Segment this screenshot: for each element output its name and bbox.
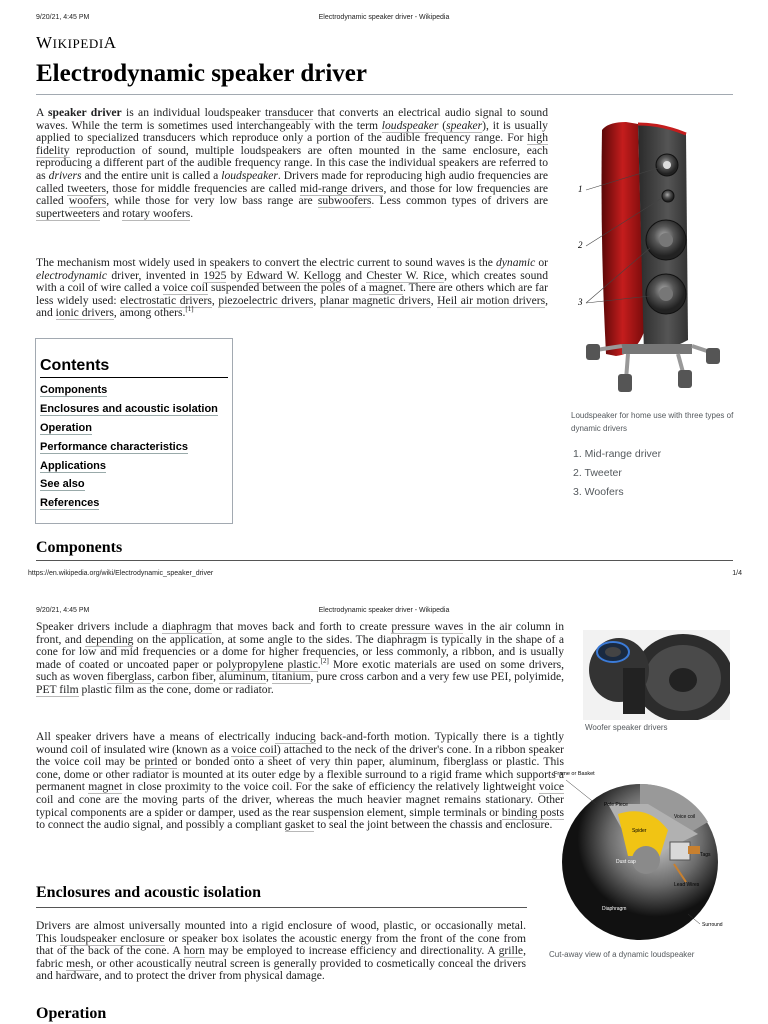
text-run: on the application, at some angle to the sides. The diaphragm is typically in the shape of a cone for low and mid frequencies or a dome for higher frequencies, or less commonly, a ribbon, and is usually made of coated or uncoated paper or [36,632,564,671]
toc-title: Contents [40,357,110,374]
article-link[interactable]: electrostatic drivers [120,293,212,307]
article-link[interactable]: transducer [264,106,314,119]
text-run: suspended between the poles of a [208,281,369,295]
text-run: loudspeaker [221,168,278,182]
print-date: 9/20/21, 4:45 PM [36,607,90,614]
list-item: 1. Mid-range driver [573,448,662,460]
list-item: 2. Tweeter [573,467,622,479]
marker-3: 3 [578,297,583,307]
text-run: , [211,293,219,307]
text-run: , those for middle frequencies are called [105,181,300,195]
enclosures-paragraph [36,920,526,983]
toc-item[interactable]: Applications [40,459,107,472]
text-run: reproduction of sound, multiple loudspeakers are often mounted in the same enclosure, each reproducing a different part of the audible frequency range. In this case the individual speakers are referred to as [36,143,548,182]
print-page-number: 1/4 [732,570,742,577]
marker-1: 1 [578,184,583,194]
article-link[interactable]: gasket [284,818,315,832]
text-run: and the entire unit is called a [81,168,222,182]
speaker-caption: Loudspeaker for home use with three types of dynamic drivers [571,411,734,433]
article-link[interactable]: woofers [68,194,107,208]
text-run: . There are others which are far less widely used: [36,281,549,307]
toc-item[interactable]: Performance characteristics [40,440,188,453]
text-run: . [317,657,321,671]
article-link[interactable]: loudspeaker enclosure [60,931,165,945]
article-link[interactable]: binding posts [501,805,564,819]
text-run: to seal the joint between the chassis and enclosure. [314,818,553,832]
article-link[interactable]: inducing [275,730,316,743]
text-run: in the air column in front, and [36,620,564,646]
print-header-1 [0,12,768,26]
text-run: that moves back and forth to create [211,620,392,633]
marker-2: 2 [578,240,583,250]
text-run: ), it is usually applied to specialized transducers which reproduce only a portion of the audible frequency range. For [36,118,548,145]
text-run: that converts an electrical audio signal to sound waves. While the term is sometimes used interchangeably with the term [36,106,548,132]
print-footer-1 [0,568,768,582]
article-link[interactable]: titanium [271,670,311,684]
cutaway-caption: Cut-away view of a dynamic loudspeaker [549,950,695,959]
text-run: coil and cone are the moving parts of the driver, whereas the much heavier magnet remains stationary. Other typical components are a spider or damper, used as the rear suspension element, simple terminals or [36,792,564,819]
text-run: is an individual loudspeaker [121,106,265,119]
print-date: 9/20/21, 4:45 PM [36,14,90,21]
article-link[interactable]: planar magnetic drivers [319,293,431,307]
label-pole: Pole Piece [604,802,628,808]
text-run: , [213,670,219,684]
text-run: , [313,293,320,307]
text-run: . [190,206,194,220]
label-voice: Voice coil [674,814,696,820]
components-paragraph-1 [36,621,564,697]
print-url: https://en.wikipedia.org/wiki/Electrodynamic_speaker_driver [28,570,214,577]
article-link[interactable]: high fidelity [36,131,548,157]
article-link[interactable]: carbon fiber [157,670,214,684]
text-run: A [36,106,49,119]
text-run: Drivers are almost universally mounted into a rigid enclosure of wood, plastic, or occasionally metal. This [36,919,526,945]
text-run: , while those for very low bass range are [106,194,318,208]
article-link[interactable]: ionic drivers [55,306,114,320]
text-run: , [430,293,438,307]
label-diaphragm: Diaphragm [602,906,627,912]
article-link[interactable]: subwoofers [317,194,372,208]
text-run: The mechanism most widely used in speakers to convert the electric current to sound waves is the [36,256,496,269]
text-run: ( [438,118,447,132]
toc-item[interactable]: Components [40,384,108,396]
text-run: back-and-forth motion. Typically there is a tightly wound coil of insulated wire (known as a [36,730,564,756]
text-run: , or other acoustically neutral screen is generally provided to cosmetically conceal the drivers and hardware, and to protect the driver from physical damage. [36,956,526,983]
wikipedia-logo[interactable]: WIKIPEDIA [36,33,117,52]
label-dust: Dust cap [616,859,636,865]
article-link[interactable]: printed [144,755,178,769]
citation-link[interactable]: [2] [320,656,329,665]
toc-item[interactable]: Enclosures and acoustic isolation [40,402,218,415]
text-run: plastic film as the cone, dome or radiator. [78,682,274,696]
article-link[interactable]: tweeters [67,181,106,195]
toc-item[interactable]: References [40,497,100,510]
article-link[interactable]: grille [498,944,524,958]
article-link[interactable]: piezoelectric drivers [218,293,314,307]
title-divider [36,94,733,95]
table-of-contents [35,338,233,524]
article-link[interactable]: aluminum [219,670,267,684]
woofer-photo [583,630,730,720]
intro-paragraph-2 [36,257,548,320]
label-lead: Lead Wires [674,882,700,888]
text-run: All speaker drivers have a means of electrically [36,730,276,743]
article-link[interactable]: supertweeters [36,206,100,220]
article-link[interactable]: speaker [446,118,483,132]
text-run: , among others. [113,306,186,320]
label-spider: Spider [632,828,647,834]
text-run: and [341,268,367,282]
text-run: , [151,670,158,684]
text-run: and [99,206,123,220]
section-heading-enclosures: Enclosures and acoustic isolation [36,884,262,901]
section-divider [36,907,527,908]
article-link[interactable]: mesh [66,956,91,970]
speaker-driver-list [573,446,661,503]
article-link[interactable]: magnet [88,780,123,794]
woofer-caption: Woofer speaker drivers [585,723,668,732]
article-link[interactable]: magnet [368,281,403,295]
article-link[interactable]: pressure waves [391,620,464,633]
text-run: may be employed to increase efficiency and directionality. A [204,944,499,958]
print-title: Electrodynamic speaker driver - Wikipedia [318,14,450,21]
toc-item[interactable]: Operation [40,421,92,434]
text-run: . Less common types of drivers are [371,194,548,208]
text-run: or speaker box isolates the acoustic energy from the front of the cone from that of the back of the cone. A [36,931,526,958]
article-link[interactable]: mid-range drivers [299,181,384,195]
label-frame: Frame or Basket [554,771,595,777]
section-heading-operation: Operation [36,1005,107,1022]
text-run: to connect the audio signal, and possibly a compliant [36,818,285,832]
article-link[interactable]: voice coil [162,281,209,295]
text-run: Speaker drivers include a [36,620,162,633]
section-divider [36,560,733,561]
text-run: drivers [48,168,82,182]
text-run: speaker driver [48,106,122,119]
article-link[interactable]: horn [183,944,205,958]
article-link[interactable]: rotary woofers [122,206,191,220]
loudspeaker-figure [566,118,736,403]
toc-item[interactable]: See also [40,478,85,491]
print-title: Electrodynamic speaker driver - Wikipedia [318,607,450,614]
label-surround: Surround [702,922,723,928]
article-link[interactable]: Chester W. Rice [366,268,445,282]
text-run: , [266,670,272,684]
article-link[interactable]: loudspeaker [381,118,439,132]
toc-divider [40,377,228,378]
text-run: , and [36,293,549,320]
article-link[interactable]: Edward W. Kellogg [246,268,342,282]
text-run: electrodynamic [36,268,108,282]
article-link[interactable]: polypropylene plastic [216,657,318,671]
text-run: in close proximity to the voice coil. For the sake of efficiency the relatively lightweight [122,780,539,794]
text-run: or [535,256,548,269]
list-item: 3. Woofers [573,486,624,498]
citation-link[interactable]: [1] [185,305,194,314]
section-heading-components: Components [36,539,123,556]
article-link[interactable]: voice coil [231,742,277,756]
text-run: by [226,268,247,282]
article-link[interactable]: 1925 [203,268,227,282]
components-paragraph-2 [36,731,564,832]
text-run: dynamic [495,256,536,269]
text-run: More exotic materials are used on some drivers, such as woven [36,657,564,684]
text-run: driver, invented in [107,268,204,282]
cutaway-diagram [548,764,733,944]
text-run: , which creates sound with a coil of wire called a [36,268,548,295]
article-link[interactable]: depending [85,632,134,646]
label-tags: Tags [700,852,711,858]
print-header-2 [0,605,768,619]
text-run: . Drivers made for reproducing high audio frequencies are called [36,168,549,195]
text-run: ) attached to the neck of the driver's cone. In a ribbon speaker the voice coil may be [36,742,565,769]
text-run: , fabric [36,944,526,970]
article-link[interactable]: voice [538,780,564,794]
text-run: , pure cross carbon and a very few use PEI, polyimide, [310,670,565,684]
article-link[interactable]: PET film [36,682,79,696]
intro-paragraph-1 [36,107,548,220]
article-link[interactable]: diaphragm [161,620,212,633]
article-link[interactable]: Heil air motion drivers [437,293,546,307]
text-run: or bonded onto a sheet of very thin paper, aluminum, fiberglass or plastic. This cone, dome or other radiator is mounted at its outer edge by a flexible surround to a rigid frame which supports a permanent [36,755,564,794]
article-link[interactable]: fiberglass [106,670,152,684]
page-title: Electrodynamic speaker driver [36,60,367,87]
text-run: , and those for low frequencies are called [36,181,548,208]
